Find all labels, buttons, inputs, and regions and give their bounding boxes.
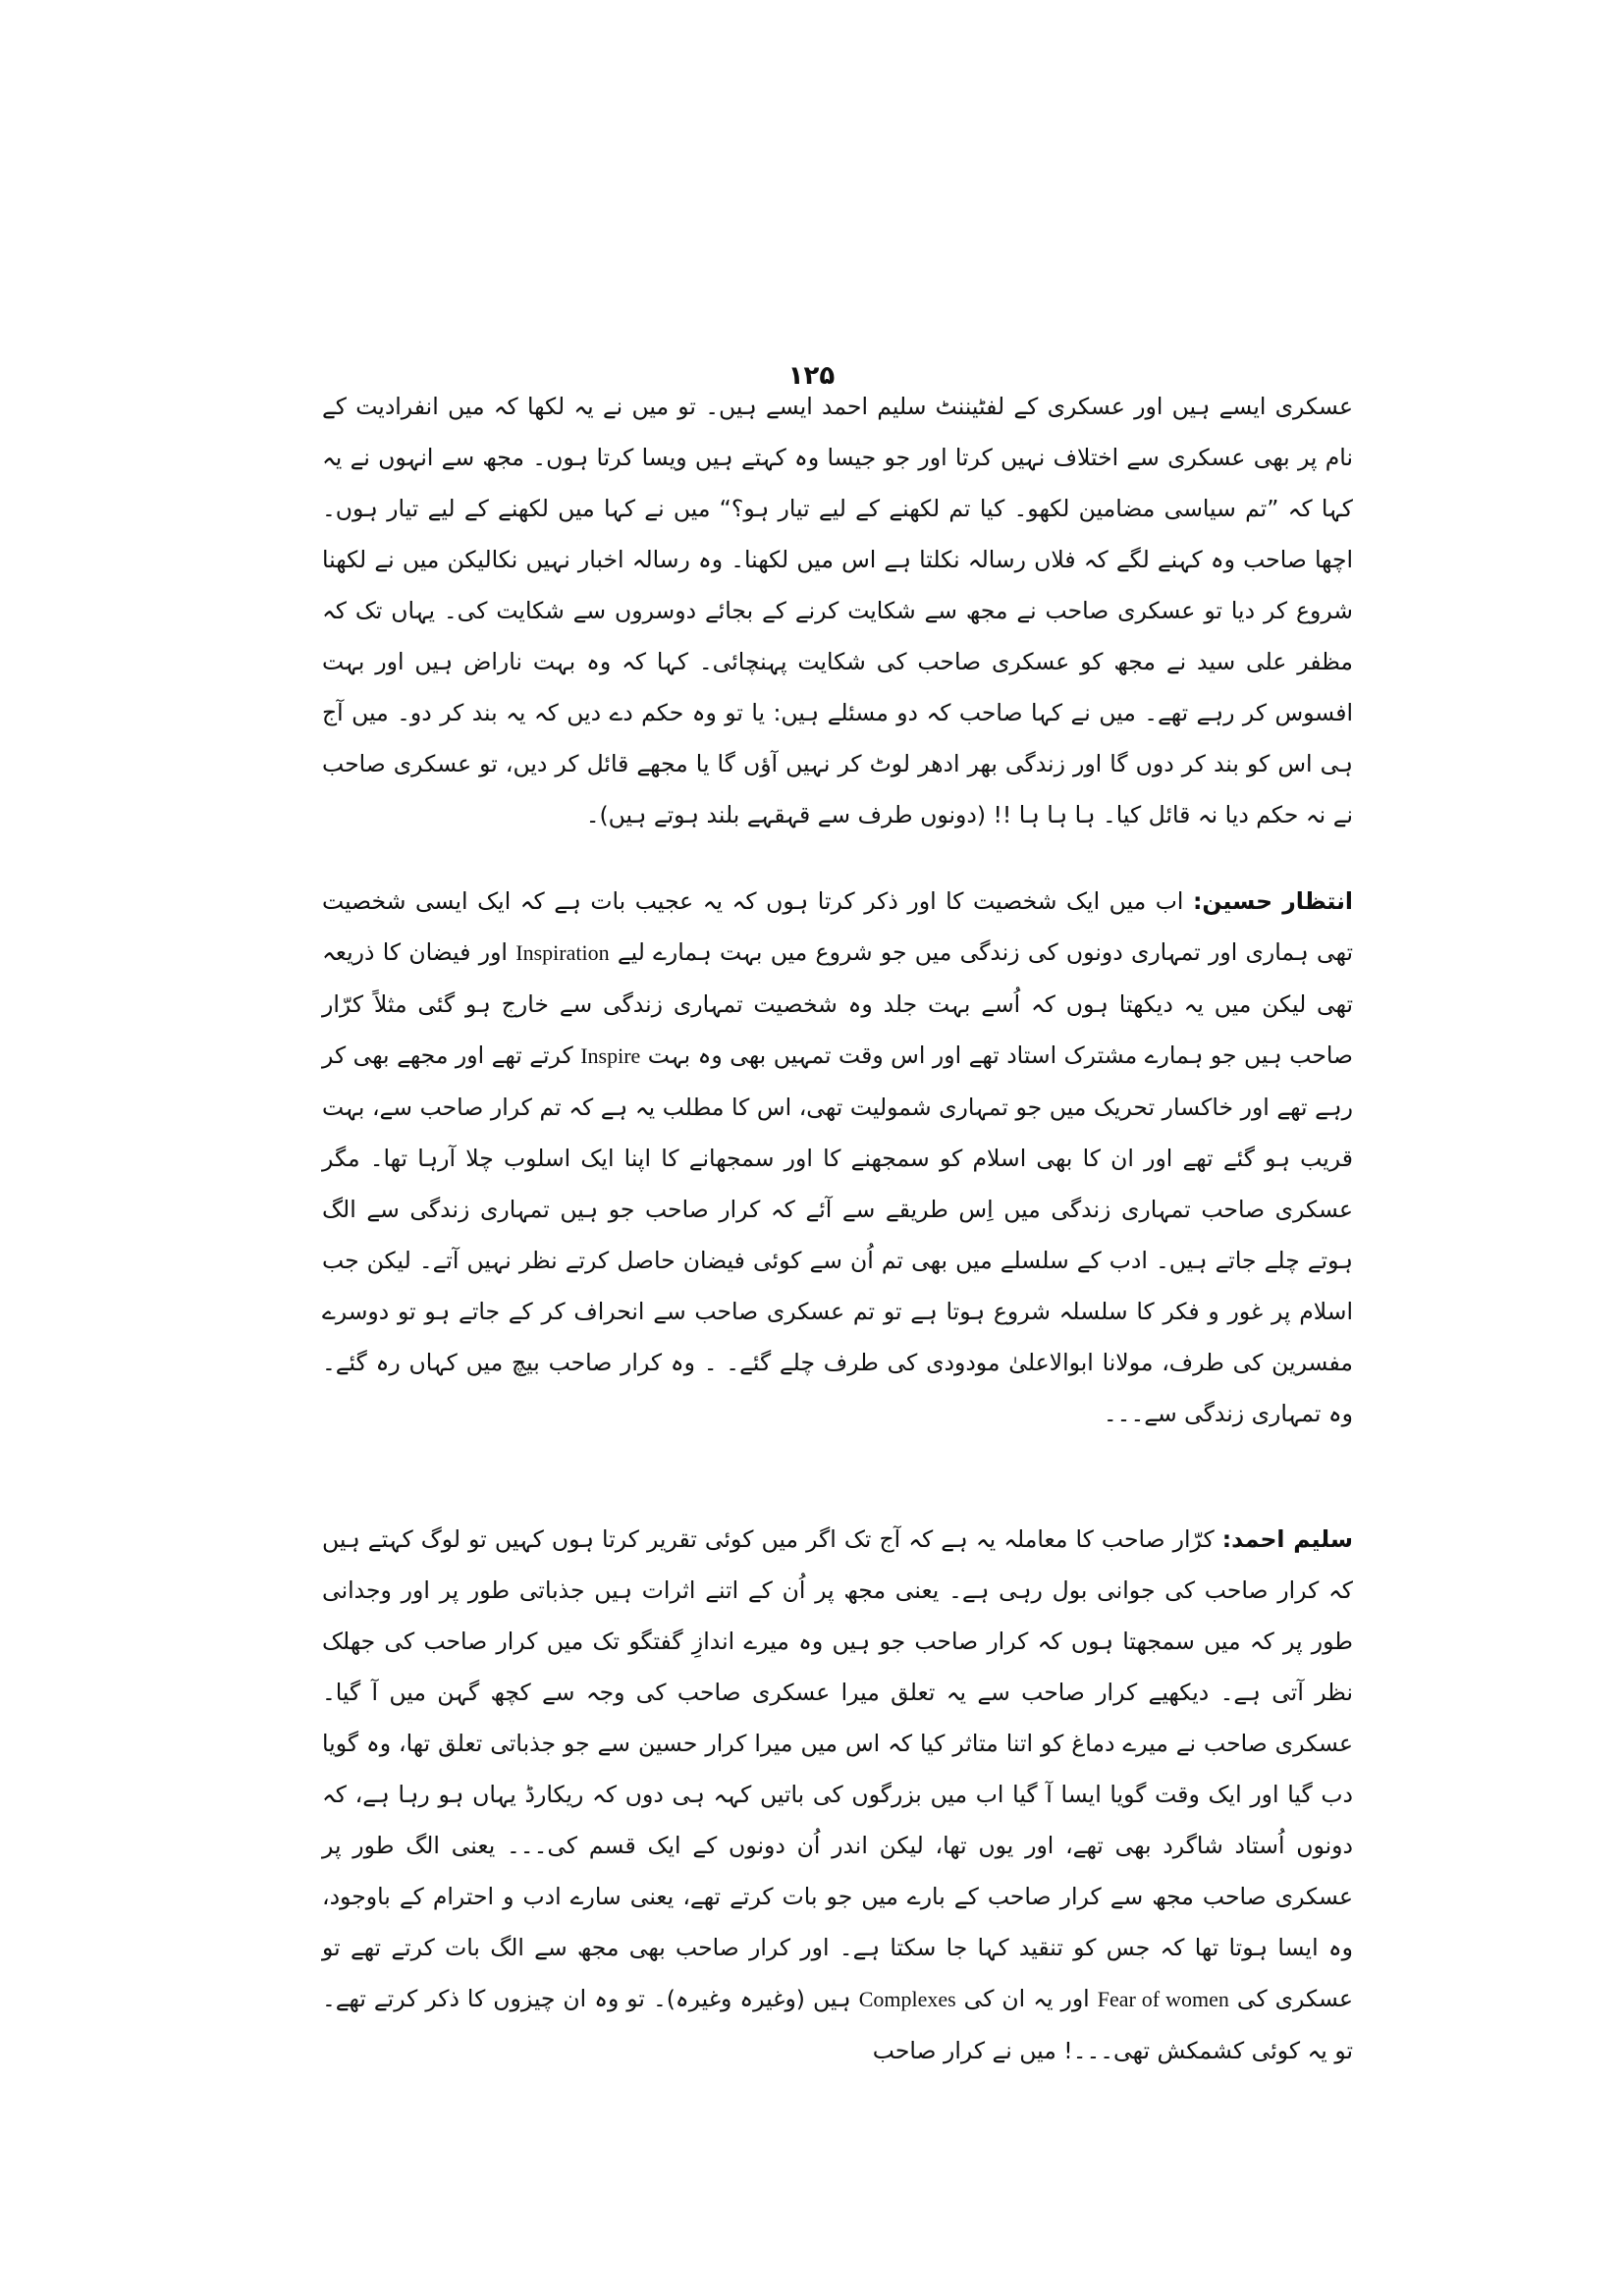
paragraph-intizar-hussain — [322, 876, 1353, 1439]
english-term: Inspire — [580, 1043, 641, 1068]
paragraph-text: کرّار صاحب کا معاملہ یہ ہے کہ آج تک اگر میں کوئی تقریر کرتا ہوں کہیں تو لوگ کہتے ہیں کہ کرار صاحب کی جوانی بول رہی ہے۔ یعنی مجھ پر اُن کے اتنے اثرات ہیں جذباتی طور پر اور وجدانی طور پر کہ میں سمجھتا ہوں کہ کرار صاحب جو ہیں وہ میرے اندازِ گفتگو تک میں کرار صاحب کی جھلک نظر آتی ہے۔ دیکھیے کرار صاحب سے یہ تعلق میرا عسکری صاحب کی وجہ سے کچھ گہن میں آ گیا۔ عسکری صاحب نے میرے دماغ کو اتنا متاثر کیا کہ اس میں میرا کرار حسین سے جو جذباتی تعلق تھا، وہ گویا دب گیا اور ایک وقت گویا ایسا آ گیا اب میں بزرگوں کی باتیں کہہ ہی دوں کہ ریکارڈ یہاں ہو رہا ہے، کہ دونوں اُستاد شاگرد بھی تھے، اور یوں تھا، لیکن اندر اُن دونوں کے ایک قسم کی۔۔۔ یعنی الگ طور پر عسکری صاحب مجھ سے کرار صاحب کے بارے میں جو بات کرتے تھے، یعنی سارے ادب و احترام کے باوجود، وہ ایسا ہوتا تھا کہ جس کو تنقید کہا جا سکتا ہے۔ اور کرار صاحب بھی مجھ سے الگ بات کرتے تھے تو عسکری کی — [322, 1525, 1353, 2012]
paragraph-saleem-ahmad — [322, 1514, 1353, 2076]
paragraph-text: کرتے تھے اور مجھے بھی کر رہے تھے اور خاکسار تحریک میں جو تمہاری شمولیت تھی، اس کا مطلب یہ ہے کہ تم کرار صاحب سے، بہت قریب ہو گئے تھے اور ان کا بھی اسلام کو سمجھنے کا اور سمجھانے کا اپنا ایک اسلوب چلا آرہا تھا۔ مگر عسکری صاحب تمہاری زندگی میں اِس طریقے سے آئے کہ کرار صاحب جو ہیں تمہاری زندگی سے الگ ہوتے چلے جاتے ہیں۔ ادب کے سلسلے میں بھی تم اُن سے کوئی فیضان حاصل کرتے نظر نہیں آتے۔ لیکن جب اسلام پر غور و فکر کا سلسلہ شروع ہوتا ہے تو تم عسکری صاحب سے انحراف کر کے جاتے ہو تو دوسرے مفسرین کی طرف، مولانا ابوالاعلیٰ مودودی کی طرف چلے گئے۔ ۔ وہ کرار صاحب بیچ میں کہاں رہ گئے۔ وہ تمہاری زندگی سے۔۔۔ — [322, 1041, 1353, 1427]
paragraph-text: اور فیضان کا ذریعہ تھی لیکن میں یہ دیکھتا ہوں کہ اُسے بہت جلد وہ شخصیت تمہاری زندگی سے خارج ہو گئی مثلاً کرّار صاحب ہیں جو ہمارے مشترک استاد تھے اور اس وقت تمہیں بھی وہ بہت — [322, 938, 1353, 1069]
paragraph-text: ہیں (وغیرہ وغیرہ)۔ تو وہ ان چیزوں کا ذکر کرتے تھے۔ تو یہ کوئی کشمکش تھی۔۔۔! میں نے کرار صاحب — [322, 1985, 1353, 2064]
paragraph-narrative — [322, 381, 1353, 840]
paragraph-text: اور یہ ان کی — [963, 1985, 1090, 2012]
speaker-name: انتظار حسین: — [1193, 887, 1353, 915]
paragraph-text: عسکری ایسے ہیں اور عسکری کے لفٹیننٹ سلیم احمد ایسے ہیں۔ تو میں نے یہ لکھا کہ میں انفرادیت کے نام پر بھی عسکری سے اختلاف نہیں کرتا اور جو جیسا وہ کہتے ہیں ویسا کرتا ہوں۔ مجھ سے انہوں نے یہ کہا کہ ”تم سیاسی مضامین لکھو۔ کیا تم لکھنے کے لیے تیار ہو؟“ میں نے کہا میں لکھنے کے لیے تیار ہوں۔ اچھا صاحب وہ کہنے لگے کہ فلاں رسالہ نکلتا ہے اس میں لکھنا۔ وہ رسالہ اخبار نہیں نکالیکن میں نے لکھنا شروع کر دیا تو عسکری صاحب نے مجھ سے شکایت کرنے کے بجائے دوسروں سے شکایت کی۔ یہاں تک کہ مظفر علی سید نے مجھ کو عسکری صاحب کی شکایت پہنچائی۔ کہا کہ وہ بہت ناراض ہیں اور بہت افسوس کر رہے تھے۔ میں نے کہا صاحب کہ دو مسئلے ہیں: یا تو وہ حکم دے دیں کہ یہ بند کر دو۔ میں آج ہی اس کو بند کر دوں گا اور زندگی بھر ادھر لوٹ کر نہیں آؤں گا یا مجھے قائل کر دیں، تو عسکری صاحب نے نہ حکم دیا نہ قائل کیا۔ ہا ہا ہا !! (دونوں طرف سے قہقہے بلند ہوتے ہیں)۔ — [322, 393, 1353, 828]
english-term: Inspiration — [515, 940, 610, 965]
english-term: Complexes — [858, 1987, 956, 2011]
paragraph-text: اب میں ایک شخصیت کا اور ذکر کرتا ہوں کہ یہ عجیب بات ہے کہ ایک ایسی شخصیت تھی ہماری اور تمہاری دونوں کی زندگی میں جو شروع میں بہت ہمارے لیے — [322, 887, 1353, 966]
page-number: ۱۲۵ — [787, 361, 836, 391]
english-term: Fear of women — [1097, 1987, 1229, 2011]
speaker-name: سلیم احمد: — [1221, 1525, 1353, 1553]
